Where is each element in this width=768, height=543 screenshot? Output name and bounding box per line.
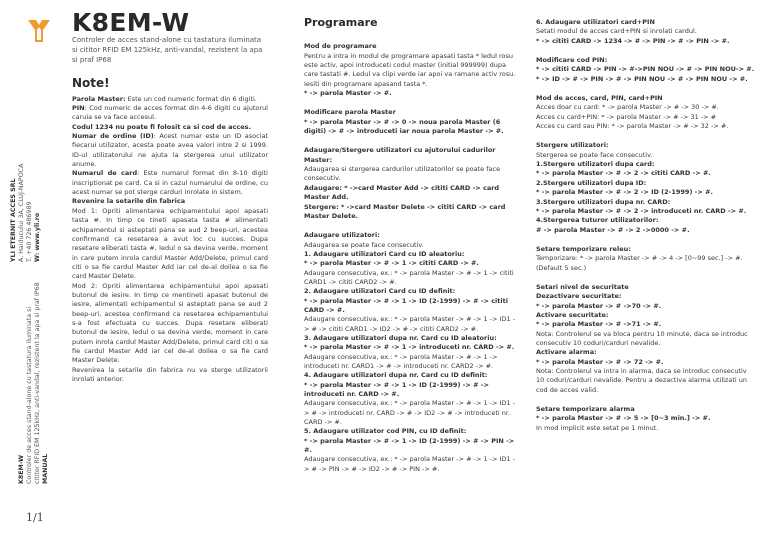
command-line: * -> parola Master -> # -> 2 -> cititi CARD -> #. xyxy=(536,169,711,178)
section-heading: Setari nivel de securitate xyxy=(536,282,629,291)
website-line: W: www.yli.ro xyxy=(34,212,41,262)
notes-heading: Note! xyxy=(72,76,110,91)
manual-desc-line: cititor RFID EM 125kHz, anti-vandal, rezistent la apa si praf IP68 xyxy=(34,282,41,484)
subsection-heading: 3. Adaugare utilizatori dupa nr. Card cu ID aleatoriu: xyxy=(304,333,497,342)
command-line: * -> cititi CARD -> 1234 -> # -> PIN -> # -> PIN -> #. xyxy=(536,36,730,45)
section-text: Stergerea se poate face consecutiv. xyxy=(536,150,653,159)
command-line: * -> parola Master -> # -> 1 -> ID (2-1999) -> # -> cititi CARD -> #. xyxy=(304,296,508,314)
section-heading: Mod de programare xyxy=(304,42,377,51)
section-heading: Modificare cod PIN: xyxy=(536,56,608,65)
note-item xyxy=(72,104,268,123)
section-text: Pentru a intra in modul de programare apasati tasta * ledul rosu este activ, apoi introduceti codul master (initial 999999) dupa care tastati #. Ledul va clipi verde iar apoi va ramane activ rosu. Iesiti din programare apasand tasta *. xyxy=(304,51,516,88)
product-code: K8EM-W xyxy=(18,454,25,484)
command-line: * -> cititi CARD -> PIN -> #->PIN NOU -> # -> PIN NOU-> #. xyxy=(536,65,755,74)
reset-mode-1: Mod 1: Opriti alimentarea echipamentului apoi apasati tasta #. In timp ce tineti apasata tasta # alimentati echipamentul si asteptati pana se aud 2 beep-uri, acestea confirmand ca resetarea a avut loc cu succes. Dupa resetare eliberati tasta #, ledul o sa devina verde, moment in care putem inrola cardul Master Add/Delete, primul card citi o sa fie cardul Master Add iar cel de-al doilea o sa fie card Master Delete. xyxy=(72,206,268,281)
command-line: * -> parola Master -> #. xyxy=(304,89,392,98)
sidebar xyxy=(0,0,66,543)
example-text: Adaugare consecutiva, ex.: * -> parola Master -> # -> 1 -> ID1 -> # -> introduceti nr. CARD -> # -> ID2 -> # -> introduceti nr. CARD -> #. xyxy=(304,399,516,427)
note-text: Nota: Controlerul va intra in alarma, daca se introduc consecutiv 10 coduri/carduri nevalide. Pentru a dezactiva alarma utilizati un cod de acces valid. xyxy=(536,367,747,394)
company-name: YLI ETERNIT ACCES SRL xyxy=(10,178,17,262)
note-item xyxy=(72,95,268,104)
section-heading: Setare temporizare releu: xyxy=(536,244,631,253)
command-line: * -> parola Master -> # -> 72 -> #. xyxy=(536,357,664,366)
command-line: * -> parola Master -> # -> 0 -> noua parola Master (6 digiti) -> # -> introduceti iar noua parola Master -> #. xyxy=(304,117,504,136)
example-text: Adaugare consecutiva, ex.: * -> parola Master -> # -> 1 -> ID1 -> # -> cititi CARD1 -> ID2 -> # -> cititi CARD2 -> #. xyxy=(304,315,516,333)
subsection-heading: 4. Adaugare utilizatori dupa nr. Card cu ID definit: xyxy=(304,371,488,380)
phone-line: T. +40 726 486989 xyxy=(26,201,33,262)
column-programming xyxy=(304,18,520,474)
section-heading: Setare temporizare alarma xyxy=(536,405,635,414)
note-text: Nota: Controlerul se va bloca pentru 10 minute, daca se introduc consecutiv 10 coduri/carduri nevalide. xyxy=(536,329,748,347)
subsection-heading: 2. Adaugare utilizatori Card cu ID definit: xyxy=(304,287,456,296)
example-text: Adaugare consecutiva, ex.: * -> parola Master -> # -> 1 -> introduceti nr. CARD1 -> # -> introduceti nr. CARD2 -> #. xyxy=(304,352,498,370)
subsection-heading: Activare securitate: xyxy=(536,310,609,319)
note-text: In mod implicit este setat pe 1 minut. xyxy=(536,423,659,432)
section-heading: Adaugare/Stergere utilizatori cu ajutorului cadurilor Master: xyxy=(304,146,496,164)
subsection-heading: 3.Stergere utilizatori dupa nr. CARD: xyxy=(536,197,671,206)
command-line: Acces cu card sau PIN: * -> parola Master -> # -> 32 -> #. xyxy=(536,122,729,131)
subsection-heading: Dezactivare securitate: xyxy=(536,292,622,301)
subsection-heading: 5. Adaugare utilizator cod PIN, cu ID definit: xyxy=(304,427,467,436)
section-heading: Adaugare utilizatori: xyxy=(304,231,380,240)
note-term: PIN xyxy=(72,104,85,113)
section-heading: Mod de acces, card, PIN, card+PIN xyxy=(536,94,663,103)
company-address-block xyxy=(10,164,42,262)
subsection-heading: 4.Stergerea tuturor utilizatorilor: xyxy=(536,216,659,225)
command-line: * -> parola Master -> # -> 1 -> ID (2-1999) -> # -> introduceti nr. CARD -> #. xyxy=(304,380,489,399)
note-text: : Acest numar este un ID asociat fiecarui utilizator, acesta poate avea valori intre 2 si 1999. ID-ul utilizatorului ne ajuta la stergerea unui utilizator anume. xyxy=(72,132,268,169)
note-text: : Cod numeric de acces format din 4-6 digiti cu ajutorul caruia se va face accesul. xyxy=(72,104,268,122)
programming-heading: Programare xyxy=(304,16,378,29)
section-heading: Stergere utilizatori: xyxy=(536,141,609,150)
section-heading: 6. Adaugare utilizatori card+PIN xyxy=(536,18,655,26)
section-text: Adaugarea si stergerea cardurilor utilizatorilor se poate face consecutiv. xyxy=(304,165,501,183)
manual-info-block xyxy=(18,282,50,484)
subsection-heading: 2.Stergere utilizatori dupa ID: xyxy=(536,178,647,187)
yli-logo-icon xyxy=(26,18,52,44)
subsection-heading: Activare alarma: xyxy=(536,348,597,357)
note-term: Parola Master: xyxy=(72,94,126,103)
manual-label: MANUAL xyxy=(42,453,49,484)
note-item xyxy=(72,123,268,132)
note-text: : Este numarul format din 8-10 digiti inscriptionat pe card. Ca si in cazul numarului de ordine, cu acest numar se pot sterge carduri inrolate in sistem. xyxy=(72,169,268,197)
command-line: Temporizare: * -> parola Master -> # -> 4 -> [0~99 sec.] -> #. (Default 5 sec.) xyxy=(536,254,743,272)
note-term: Numarul de card xyxy=(72,169,138,178)
address-line: A. Haiducului 3A, CLUJ-NAPOCA xyxy=(18,163,25,262)
column-settings xyxy=(536,18,756,433)
command-line: * -> parola Master -> # -> 2 -> ID (2-1999) -> #. xyxy=(536,188,713,197)
subsection-heading: 1.Stergere utilizatori dupa card: xyxy=(536,160,655,169)
note-item xyxy=(72,132,268,169)
command-line: Acces doar cu card: * -> parola Master -> # -> 30 -> #. xyxy=(536,103,719,112)
note-term: Codul 1234 nu poate fi folosit ca si cod de acces. xyxy=(72,122,251,131)
command-line: Acces cu card+PIN: * -> parola Master -> # -> 31 -> # xyxy=(536,112,717,121)
command-line: * -> parola Master -> # -> 1 -> ID (2-1999) -> # -> PIN -> #. xyxy=(304,436,515,455)
command-line: Stergere: * ->card Master Delete -> cititi CARD -> card Master Delete. xyxy=(304,202,506,220)
command-line: * -> parola Master -> # -> 1 -> introduceti nr. CARD -> #. xyxy=(304,343,515,352)
example-text: Adaugare consecutiva, ex.: * -> parola Master -> # -> 1 -> ID1 -> # -> PIN -> # -> ID2 -> # -> PIN -> #. xyxy=(304,455,516,473)
column-intro xyxy=(72,8,268,384)
reset-heading: Revenire la setarile din fabrica xyxy=(72,197,186,206)
reset-closing: Revenirea la setarile din fabrica nu va sterge utilizatorii inrolati anterior. xyxy=(72,365,268,383)
example-text: Adaugare consecutiva, ex.: * -> parola Master -> # -> 1 -> cititi CARD1 -> cititi CARD2 -> #. xyxy=(304,268,514,286)
command-line: * -> parola Master -> # ->70 -> #. xyxy=(536,301,662,310)
note-item xyxy=(72,169,268,197)
command-line: # -> parola Master -> # -> 2 ->0000 -> #. xyxy=(536,225,690,234)
reset-mode-2: Mod 2: Opriti alimentarea echipamentului apoi apasati butonul de iesire. In timp ce mentineti apasat butonul de iesire, alimentati echipamentul si asteptati pana se aud 2 beep-uri, acestea confirmand ca resetarea echipamentului s-a fost efectuata cu succes. Dupa resetare eliberati butonul de iesire, ledul o sa devina verde, moment in care putem inrola cardul Master Add/Delete, primul card citi o sa fie cardul Master Add iar cel de-al doilea o sa fie card Master Delete. xyxy=(72,281,268,365)
subsection-heading: 1. Adaugare utilizatori Card cu ID aleatoriu: xyxy=(304,249,465,258)
command-line: * -> parola Master -> # -> 1 -> cititi CARD -> #. xyxy=(304,259,479,268)
note-text: Este un cod numeric format din 6 digiti. xyxy=(125,94,257,103)
section-heading: Modificare parola Master xyxy=(304,108,396,117)
command-line: Adaugare: * ->card Master Add -> cititi CARD -> card Master Add. xyxy=(304,183,500,202)
page-title: K8EM-W xyxy=(72,8,190,37)
section-text: Setati modul de acces card+PIN si inrolati cardul. xyxy=(536,27,697,36)
command-line: * -> parola Master -> # -> 2 -> introduceti nr. CARD -> #. xyxy=(536,206,747,215)
manual-desc-line: Controler de acces stand-alone cu tastatura iluminata si xyxy=(26,306,33,484)
section-text: Adaugarea se poate face consecutiv. xyxy=(304,240,424,249)
command-line: * -> parola Master -> # ->71 -> #. xyxy=(536,320,662,329)
intro-text: Controler de acces stand-alone cu tastatura iluminata si cititor RFID EM 125kHz, anti-vandal, rezistent la apa si praf IP68 xyxy=(72,36,263,65)
note-term: Numar de ordine (ID) xyxy=(72,132,154,141)
page-number: 1/1 xyxy=(26,511,44,524)
command-line: * -> parola Master -> # -> 5 -> [0~3 min.] -> #. xyxy=(536,414,711,423)
command-line: * -> ID -> # -> PIN -> # -> PIN NOU -> # -> PIN NOU -> #. xyxy=(536,74,748,83)
